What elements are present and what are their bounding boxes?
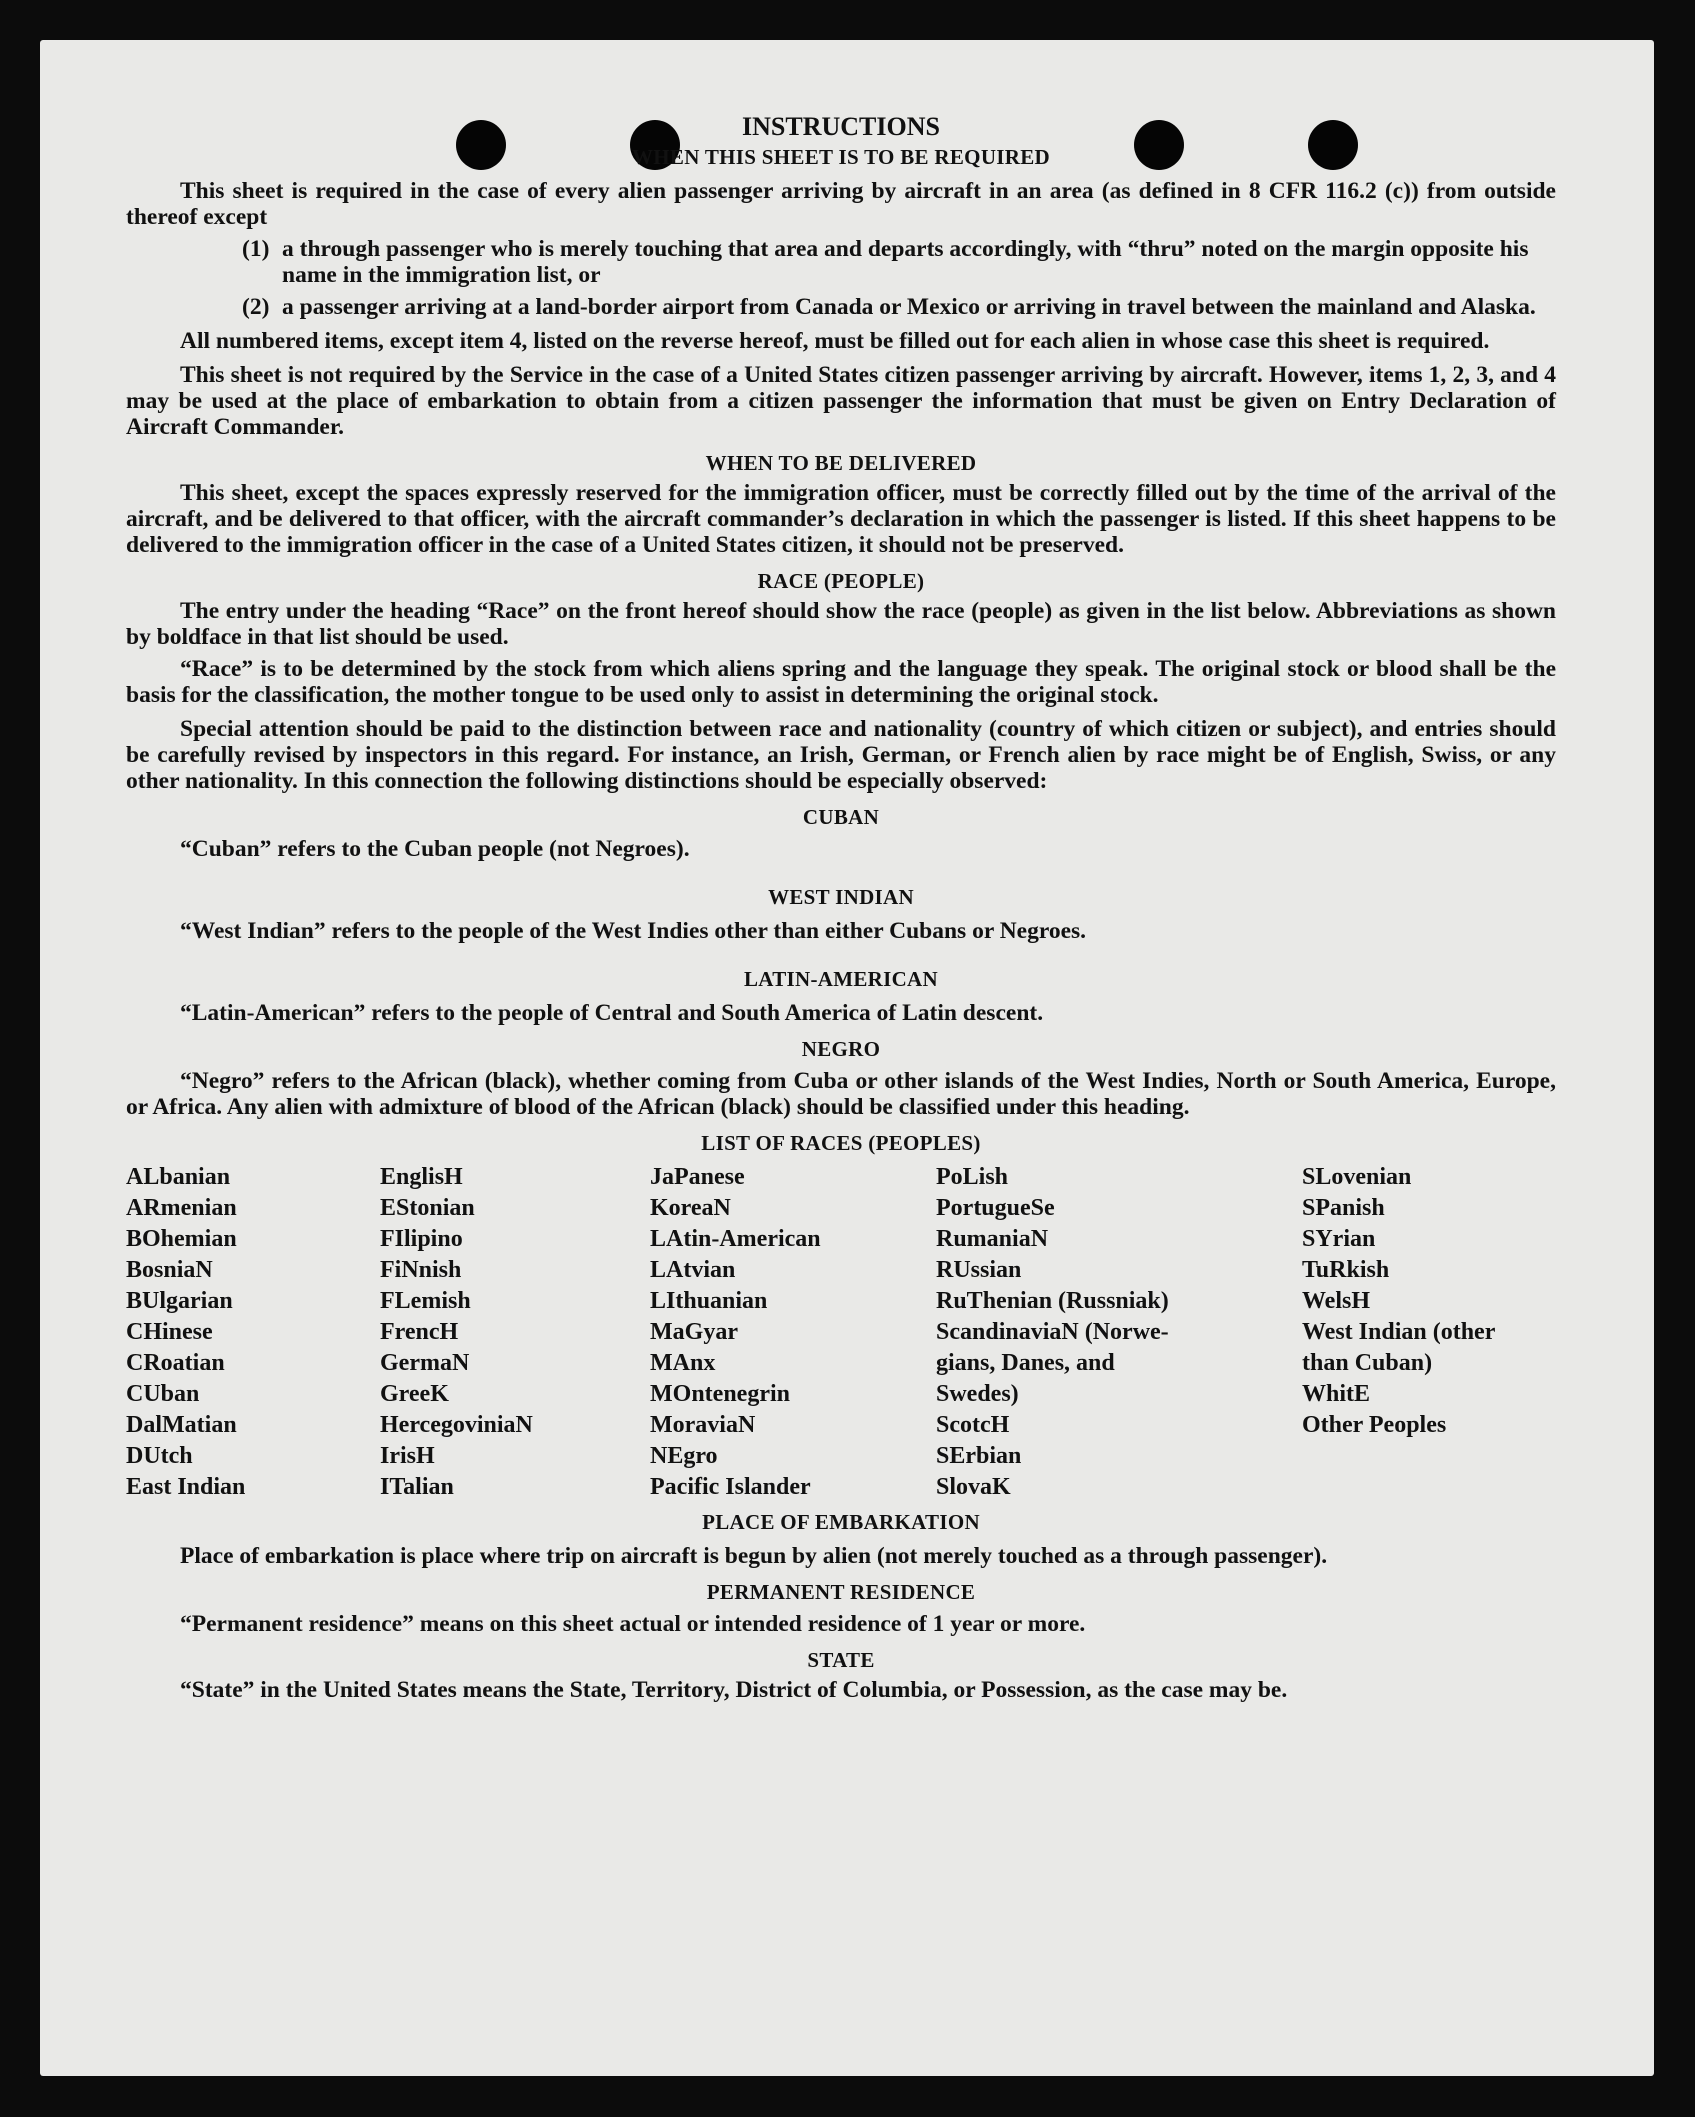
- section-heading: PERMANENT RESIDENCE: [706, 1580, 976, 1604]
- race-item: TuRkish: [1302, 1257, 1390, 1283]
- section-heading: PLACE OF EMBARKATION: [702, 1510, 980, 1534]
- paragraph: “Negro” refers to the African (black), whether coming from Cuba or other islands of the West Indies, North or South America, Europe, or Africa. Any alien with admixture of blood of the African (black) should be classified under this heading.: [126, 1068, 1556, 1120]
- race-item: HercegoviniaN: [380, 1412, 533, 1438]
- races-column: [1302, 1162, 1556, 1503]
- race-item: SErbian: [936, 1443, 1022, 1469]
- race-item: FrencH: [380, 1319, 459, 1345]
- race-item: BUlgarian: [126, 1288, 233, 1314]
- item-number: (2): [242, 294, 270, 320]
- paragraph: “West Indian” refers to the people of the West Indies other than either Cubans or Negroes.: [180, 918, 1087, 944]
- race-item: RUssian: [936, 1257, 1022, 1283]
- section-heading: STATE: [807, 1648, 875, 1672]
- race-item: MoraviaN: [650, 1412, 756, 1438]
- race-item: ScotcH: [936, 1412, 1010, 1438]
- race-item: FiNnish: [380, 1257, 462, 1283]
- race-item: WhitE: [1302, 1381, 1371, 1407]
- race-item: West Indian (other than Cuban): [1302, 1319, 1496, 1376]
- race-item: JaPanese: [650, 1164, 745, 1190]
- race-item: MOntenegrin: [650, 1381, 790, 1407]
- paragraph: “Cuban” refers to the Cuban people (not Negroes).: [180, 836, 690, 862]
- race-item: KoreaN: [650, 1195, 731, 1221]
- race-item: CRoatian: [126, 1350, 225, 1376]
- race-item: EnglisH: [380, 1164, 463, 1190]
- race-item: BosniaN: [126, 1257, 213, 1283]
- race-item: MaGyar: [650, 1319, 738, 1345]
- race-item: BOhemian: [126, 1226, 237, 1252]
- race-item: SYrian: [1302, 1226, 1376, 1252]
- race-item: SlovaK: [936, 1474, 1011, 1500]
- races-column: [650, 1162, 936, 1503]
- race-item: NEgro: [650, 1443, 718, 1469]
- section-heading: LIST OF RACES (PEOPLES): [701, 1131, 981, 1155]
- races-column: [126, 1162, 380, 1503]
- race-item: PortugueSe: [936, 1195, 1055, 1221]
- race-item: LAtvian: [650, 1257, 736, 1283]
- race-item: Pacific Islander: [650, 1474, 811, 1500]
- paragraph: “State” in the United States means the State, Territory, District of Columbia, or Possession, as the case may be.: [180, 1677, 1288, 1703]
- race-item: ALbanian: [126, 1164, 231, 1190]
- item-number: (1): [242, 236, 270, 262]
- section-heading: LATIN-AMERICAN: [744, 967, 938, 991]
- race-item: ScandinaviaN (Norwe- gians, Danes, and Swedes): [936, 1319, 1169, 1407]
- paragraph: “Latin-American” refers to the people of Central and South America of Latin descent.: [180, 1000, 1044, 1026]
- section-heading: WEST INDIAN: [768, 885, 914, 909]
- race-item: FIlipino: [380, 1226, 463, 1252]
- race-item: PoLish: [936, 1164, 1009, 1190]
- section-heading: CUBAN: [802, 805, 880, 829]
- race-item: FLemish: [380, 1288, 471, 1314]
- races-list: [126, 1162, 1556, 1503]
- section-heading: NEGRO: [801, 1037, 881, 1061]
- race-item: IrisH: [380, 1443, 435, 1469]
- race-item: MAnx: [650, 1350, 716, 1376]
- race-item: SLovenian: [1302, 1164, 1412, 1190]
- races-column: [936, 1162, 1302, 1503]
- list-item: [242, 236, 1556, 288]
- race-item: SPanish: [1302, 1195, 1385, 1221]
- paragraph: Place of embarkation is place where trip on aircraft is begun by alien (not merely touched as a through passenger).: [180, 1543, 1328, 1569]
- instructions-text: [126, 114, 1556, 1703]
- item-text: a through passenger who is merely touching that area and departs accordingly, with “thru” noted on the margin opposite his name in the immigration list, or: [282, 236, 1529, 288]
- race-item: Other Peoples: [1302, 1412, 1447, 1438]
- paragraph: “Race” is to be determined by the stock from which aliens spring and the language they speak. The original stock or blood shall be the basis for the classification, the mother tongue to be used only to assist in determining the original stock.: [126, 656, 1556, 708]
- item-text: a passenger arriving at a land-border airport from Canada or Mexico or arriving in travel between the mainland and Alaska.: [282, 294, 1536, 320]
- race-item: WelsH: [1302, 1288, 1371, 1314]
- race-item: GreeK: [380, 1381, 449, 1407]
- race-item: RuThenian (Russniak): [936, 1288, 1169, 1314]
- race-item: East Indian: [126, 1474, 246, 1500]
- paragraph: All numbered items, except item 4, listed on the reverse hereof, must be filled out for each alien in whose case this sheet is required.: [180, 328, 1490, 354]
- paragraph: The entry under the heading “Race” on the front hereof should show the race (people) as given in the list below. Abbreviations as shown by boldface in that list should be used.: [126, 598, 1556, 650]
- race-item: GermaN: [380, 1350, 470, 1376]
- race-item: LIthuanian: [650, 1288, 768, 1314]
- races-column: [380, 1162, 650, 1503]
- page-title: INSTRUCTIONS: [742, 112, 940, 141]
- race-item: DUtch: [126, 1443, 193, 1469]
- race-item: CUban: [126, 1381, 200, 1407]
- race-item: ARmenian: [126, 1195, 237, 1221]
- paragraph: This sheet, except the spaces expressly reserved for the immigration officer, must be correctly filled out by the time of the arrival of the aircraft, and be delivered to that officer, with the aircraft commander’s declaration in which the passenger is listed. If this sheet happens to be delivered to the immigration officer in the case of a United States citizen, it should not be preserved.: [126, 480, 1556, 558]
- race-item: RumaniaN: [936, 1226, 1049, 1252]
- section-heading: RACE (PEOPLE): [757, 569, 925, 593]
- paragraph: Special attention should be paid to the distinction between race and nationality (country of which citizen or subject), and entries should be carefully revised by inspectors in this regard. For instance, an Irish, German, or French alien by race might be of English, Swiss, or any other nationality. In this connection the following distinctions should be especially observed:: [126, 716, 1556, 794]
- section-heading: WHEN THIS SHEET IS TO BE REQUIRED: [631, 145, 1050, 169]
- race-item: EStonian: [380, 1195, 475, 1221]
- section-heading: WHEN TO BE DELIVERED: [705, 451, 977, 475]
- race-item: LAtin-American: [650, 1226, 821, 1252]
- list-item: [242, 294, 1556, 320]
- race-item: DalMatian: [126, 1412, 237, 1438]
- paragraph: This sheet is not required by the Service in the case of a United States citizen passenger arriving by aircraft. However, items 1, 2, 3, and 4 may be used at the place of embarkation to obtain from a citizen passenger the information that must be given on Entry Declaration of Aircraft Commander.: [126, 362, 1556, 440]
- race-item: CHinese: [126, 1319, 213, 1345]
- race-item: ITalian: [380, 1474, 454, 1500]
- paragraph: “Permanent residence” means on this sheet actual or intended residence of 1 year or more.: [180, 1611, 1086, 1637]
- paragraph: This sheet is required in the case of every alien passenger arriving by aircraft in an area (as defined in 8 CFR 116.2 (c)) from outside thereof except: [126, 178, 1556, 230]
